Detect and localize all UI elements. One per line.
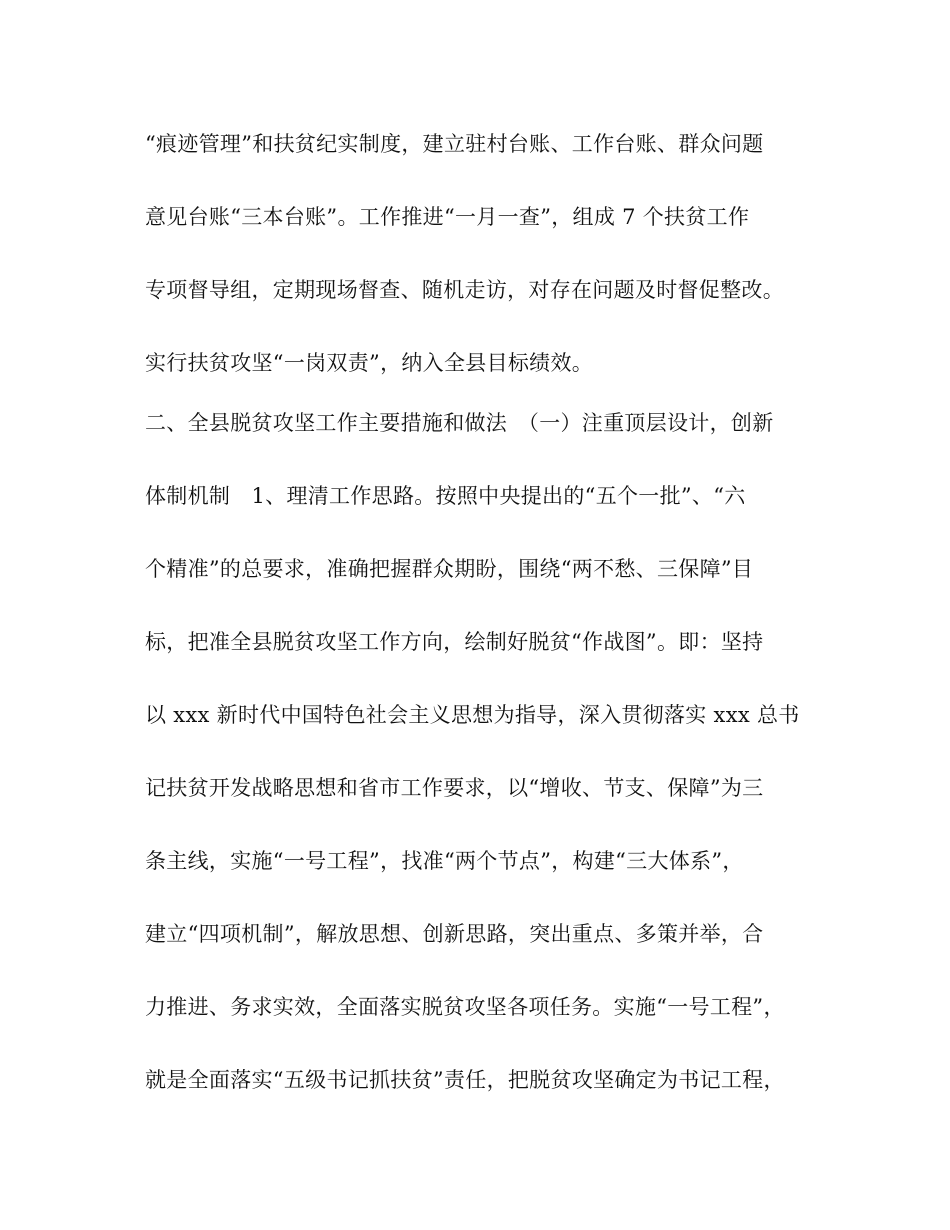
text-line: 就是全面落实“五级书记抓扶贫”责任，把脱贫攻坚确定为书记工程， (145, 1068, 785, 1092)
text-line: 标，把准全县脱贫攻坚工作方向，绘制好脱贫“作战图”。即：坚持 (145, 630, 764, 654)
text-line: 条主线，实施“一号工程”，找准“两个节点”，构建“三大体系”， (145, 849, 744, 873)
text-line: 意见台账“三本台账”。工作推进“一月一查”，组成 7 个扶贫工作 (145, 205, 750, 229)
text-line: 专项督导组，定期现场督查、随机走访，对存在问题及时督促整改。 (145, 278, 784, 302)
text-line: 实行扶贫攻坚“一岗双责”，纳入全县目标绩效。 (145, 351, 594, 375)
section-heading-line: 二、全县脱贫攻坚工作主要措施和做法 （一）注重顶层设计，创新 (145, 411, 774, 435)
text-line: 以 xxx 新时代中国特色社会主义思想为指导，深入贯彻落实 xxx 总书 (145, 703, 800, 727)
text-line: 记扶贫开发战略思想和省市工作要求，以“增收、节支、保障”为三 (145, 776, 764, 800)
text-line: 体制机制 1、理清工作思路。按照中央提出的“五个一批”、“六 (145, 484, 746, 508)
text-line: 个精准”的总要求，准确把握群众期盼，围绕“两不愁、三保障”目 (145, 557, 754, 581)
text-line: 建立“四项机制”，解放思想、创新思路，突出重点、多策并举，合 (145, 922, 764, 946)
text-line: “痕迹管理”和扶贫纪实制度，建立驻村台账、工作台账、群众问题 (145, 132, 764, 156)
text-line: 力推进、务求实效，全面落实脱贫攻坚各项任务。实施“一号工程”， (145, 995, 785, 1019)
